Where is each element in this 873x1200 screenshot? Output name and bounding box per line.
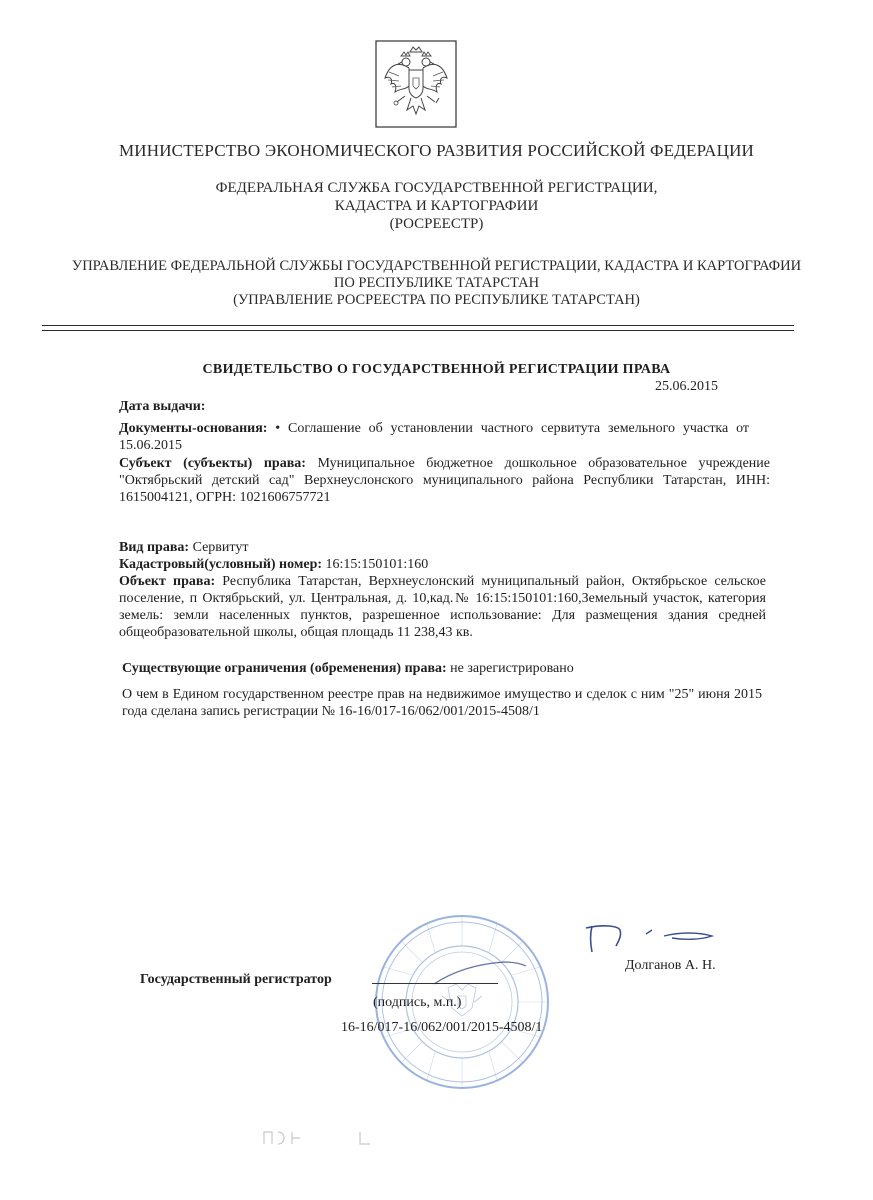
signature-line xyxy=(372,983,498,984)
documents-field xyxy=(119,420,749,454)
documents-value: • Соглашение об установлении частного сервитута земельного участка от 15.06.2015 xyxy=(119,421,749,453)
object-field xyxy=(119,573,766,641)
issue-date-label-text: Дата выдачи: xyxy=(119,399,206,414)
restrictions-field xyxy=(122,660,574,677)
object-label: Объект права: xyxy=(119,574,216,589)
department-heading-line1: УПРАВЛЕНИЕ ФЕДЕРАЛЬНОЙ СЛУЖБЫ ГОСУДАРСТВЕННОЙ РЕГИСТРАЦИИ, КАДАСТРА И КАРТОГРАФИИ xyxy=(71,258,802,274)
issue-date-label xyxy=(119,398,205,415)
service-heading-line3: (РОСРЕЕСТР) xyxy=(389,216,484,232)
registration-record-text: О чем в Едином государственном реестре прав на недвижимое имущество и сделок с ним "25" июня 2015 года сделана запись регистрации № 16-16/017-16/062/001/2015-4508/1 xyxy=(122,687,762,719)
registrar-name: Долганов А. Н. xyxy=(625,958,716,973)
right-type-field xyxy=(119,539,248,556)
subject-value: Муниципальное бюджетное дошкольное образовательное учреждение "Октябрьский детский сад" Верхнеуслонского муниципального района Республики Татарстан, ИНН: 1615004121, ОГРН: 1021606757721 xyxy=(119,456,770,505)
subject-field xyxy=(119,455,770,506)
certificate-date: 25.06.2015 xyxy=(655,379,718,394)
cadastral-field xyxy=(119,556,428,573)
certificate-title: СВИДЕТЕЛЬСТВО О ГОСУДАРСТВЕННОЙ РЕГИСТРАЦИИ ПРАВА xyxy=(202,362,671,377)
documents-label: Документы-основания: xyxy=(119,421,268,436)
signature-caption: (подпись, м.п.) xyxy=(373,995,462,1010)
restrictions-value: не зарегистрировано xyxy=(446,661,574,676)
handwritten-signature-icon xyxy=(580,920,730,960)
right-type-value: Сервитут xyxy=(189,540,249,555)
object-value: Республика Татарстан, Верхнеуслонский муниципальный район, Октябрьское сельское поселение, п Октябрьский, ул. Центральная, д. 10,кад.№ 16:15:150101:160,Земельный участок, категория земель: земли населенных пунктов, разрешенное использование: Для размещения здания средней общеобразовательной школы, общая площадь 11 238,43 кв. xyxy=(119,574,766,640)
department-heading-line2: ПО РЕСПУБЛИКЕ ТАТАРСТАН xyxy=(333,275,540,291)
registrar-label: Государственный регистратор xyxy=(140,972,332,987)
restrictions-label: Существующие ограничения (обременения) права: xyxy=(122,661,447,676)
header-divider-bottom xyxy=(42,330,794,331)
cadastral-value: 16:15:150101:160 xyxy=(322,557,429,572)
subject-label: Субъект (субъекты) права: xyxy=(119,456,306,471)
service-heading-line2: КАДАСТРА И КАРТОГРАФИИ xyxy=(334,198,539,214)
coat-of-arms-icon xyxy=(375,40,457,128)
right-type-label: Вид права: xyxy=(119,540,190,555)
bleed-through-mark-icon xyxy=(260,1128,380,1148)
record-number: 16-16/017-16/062/001/2015-4508/1 xyxy=(341,1020,543,1035)
cadastral-label: Кадастровый(условный) номер: xyxy=(119,557,323,572)
service-heading-line1: ФЕДЕРАЛЬНАЯ СЛУЖБА ГОСУДАРСТВЕННОЙ РЕГИСТРАЦИИ, xyxy=(215,180,658,196)
ministry-heading: МИНИСТЕРСТВО ЭКОНОМИЧЕСКОГО РАЗВИТИЯ РОССИЙСКОЙ ФЕДЕРАЦИИ xyxy=(118,141,755,160)
header-divider-top xyxy=(42,325,794,326)
department-heading-line3: (УПРАВЛЕНИЕ РОСРЕЕСТРА ПО РЕСПУБЛИКЕ ТАТАРСТАН) xyxy=(233,292,640,308)
